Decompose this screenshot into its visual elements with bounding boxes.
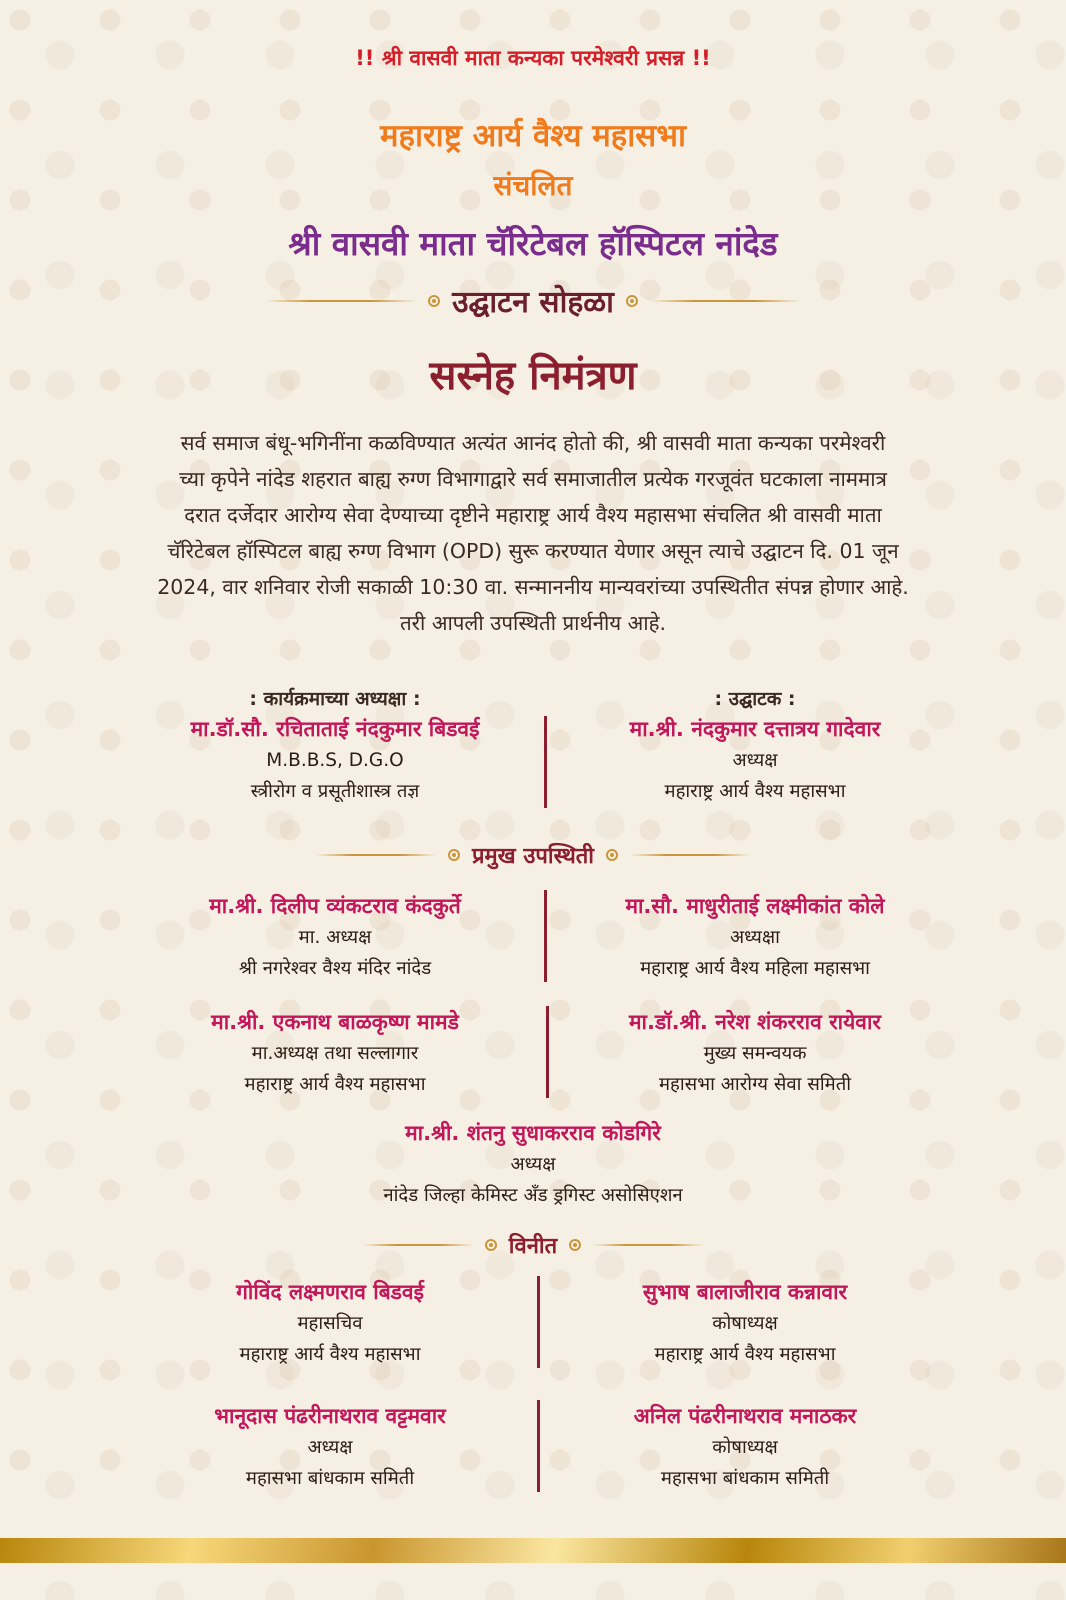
host-org: महासभा बांधकाम समिती [245,1468,415,1489]
host-name: सुभाष बालाजीराव कन्नावार [642,1280,848,1304]
inaugurator-heading: : उद्घाटक : [714,688,796,710]
swirl-ornament-icon [569,1239,581,1251]
host-role: महासचिव [297,1313,363,1334]
guest-role: मा.अध्यक्ष तथा सल्लागार [251,1043,419,1064]
divider-line [316,854,436,856]
guest-role: अध्यक्षा [730,927,780,948]
humble-divider [0,1230,1066,1260]
paragraph-line: 2024, वार शनिवार रोजी सकाळी 10:30 वा. सन्माननीय मान्यवरांच्या उपस्थितीत संपन्न होणार आहे. [157,575,909,599]
ceremony-title: उद्घाटन सोहळा [452,285,614,320]
host-name: गोविंद लक्ष्मणराव बिडवई [236,1280,424,1304]
guest-name: मा.श्री. दिलीप व्यंकटराव कंदकुर्ते [209,894,461,918]
chief-presence-divider [0,840,1066,870]
host-name: भानूदास पंढरीनाथराव वट्टमवार [214,1404,446,1428]
managed-by: संचलित [493,169,573,202]
divider-line [593,1244,703,1246]
divider-line [650,300,800,302]
guest-org: महाराष्ट्र आर्य वैश्य महासभा [244,1074,426,1095]
president-degree: M.B.B.S, D.G.O [266,750,404,771]
invitation-title: सस्नेह निमंत्रण [429,353,637,399]
host-role: कोषाध्यक्ष [712,1437,778,1458]
chief-presence-title: प्रमुख उपस्थिती [472,844,594,869]
divider-line [363,1244,473,1246]
inaugurator-org: महाराष्ट्र आर्य वैश्य महासभा [664,781,846,802]
paragraph-line: तरी आपली उपस्थिती प्रार्थनीय आहे. [399,611,667,635]
host-card [545,1276,945,1370]
swirl-ornament-icon [485,1239,497,1251]
column-separator [537,1276,540,1368]
inaugurator-name: मा.श्री. नंदकुमार दत्तात्रय गादेवार [629,717,881,741]
swirl-ornament-icon [606,849,618,861]
host-name: अनिल पंढरीनाथराव मनाठकर [633,1404,857,1428]
invocation: !! श्री वासवी माता कन्यका परमेश्वरी प्रसन्न !! [355,46,711,70]
host-card [130,1400,530,1494]
host-org: महासभा बांधकाम समिती [660,1468,830,1489]
chief-guest-card [555,890,955,984]
host-org: महाराष्ट्र आर्य वैश्य महासभा [239,1344,421,1365]
column-separator [537,1400,540,1492]
organization-title: महाराष्ट्र आर्य वैश्य महासभा [379,118,687,154]
column-separator [544,890,547,982]
inaugurator [555,685,955,807]
column-separator [544,716,547,808]
swirl-ornament-icon [448,849,460,861]
invitation-paragraph [70,425,996,641]
chief-guest-card [130,890,540,984]
divider-line [266,300,416,302]
paragraph-line: सर्व समाज बंधू-भगिनींना कळविण्यात अत्यंत आनंद होतो की, श्री वासवी माता कन्यका परमेश्वरी [180,431,886,455]
hospital-title: श्री वासवी माता चॅरिटेबल हॉस्पिटल नांदेड [288,224,778,263]
humble-title: विनीत [508,1234,558,1259]
guest-org: महासभा आरोग्य सेवा समिती [658,1074,852,1095]
host-card [545,1400,945,1494]
ceremony-divider [0,280,1066,321]
host-card [130,1276,530,1370]
inaugurator-role: अध्यक्ष [732,750,778,771]
chief-guest-card [555,1006,955,1100]
host-role: कोषाध्यक्ष [712,1313,778,1334]
guest-role: मा. अध्यक्ष [298,927,372,948]
divider-line [630,854,750,856]
column-separator [546,1006,549,1098]
gold-footer-band [0,1538,1066,1563]
swirl-ornament-icon [626,295,638,307]
guest-role: मुख्य समन्वयक [703,1043,807,1064]
host-role: अध्यक्ष [307,1437,353,1458]
president-name: मा.डॉ.सौ. रचिताताई नंदकुमार बिडवई [190,717,480,741]
guest-name: मा.डॉ.श्री. नरेश शंकरराव रायेवार [629,1010,881,1034]
guest-role: अध्यक्ष [510,1154,556,1175]
paragraph-line: च्या कृपेने नांदेड शहरात बाह्य रुग्ण विभागाद्वारे सर्व समाजातील प्रत्येक गरजूवंत घटकाला नाममात्र [179,467,887,491]
guest-org: श्री नगरेश्वर वैश्य मंदिर नांदेड [238,958,432,979]
chief-guest-card [233,1117,833,1211]
guest-org: नांदेड जिल्हा केमिस्ट अँड ड्रगिस्ट असोसिएशन [383,1185,683,1206]
guest-name: मा.श्री. शंतनु सुधाकरराव कोडगिरे [405,1121,661,1145]
chief-guest-card [130,1006,540,1100]
guest-name: मा.सौ. माधुरीताई लक्ष्मीकांत कोले [625,894,885,918]
president-heading: : कार्यक्रमाच्या अध्यक्षा : [249,688,421,710]
swirl-ornament-icon [428,295,440,307]
guest-name: मा.श्री. एकनाथ बाळकृष्ण मामडे [211,1010,459,1034]
guest-org: महाराष्ट्र आर्य वैश्य महिला महासभा [640,958,870,979]
program-president [130,685,540,807]
president-specialty: स्त्रीरोग व प्रसूतीशास्त्र तज्ञ [250,781,420,802]
paragraph-line: दरात दर्जेदार आरोग्य सेवा देण्याच्या दृष्टीने महाराष्ट्र आर्य वैश्य महासभा संचलित श्री वासवी माता [184,503,882,527]
paragraph-line: चॅरिटेबल हॉस्पिटल बाह्य रुग्ण विभाग (OPD) सुरू करण्यात येणार असून त्याचे उद्घाटन दि. 01 जून [167,539,899,563]
host-org: महाराष्ट्र आर्य वैश्य महासभा [654,1344,836,1365]
